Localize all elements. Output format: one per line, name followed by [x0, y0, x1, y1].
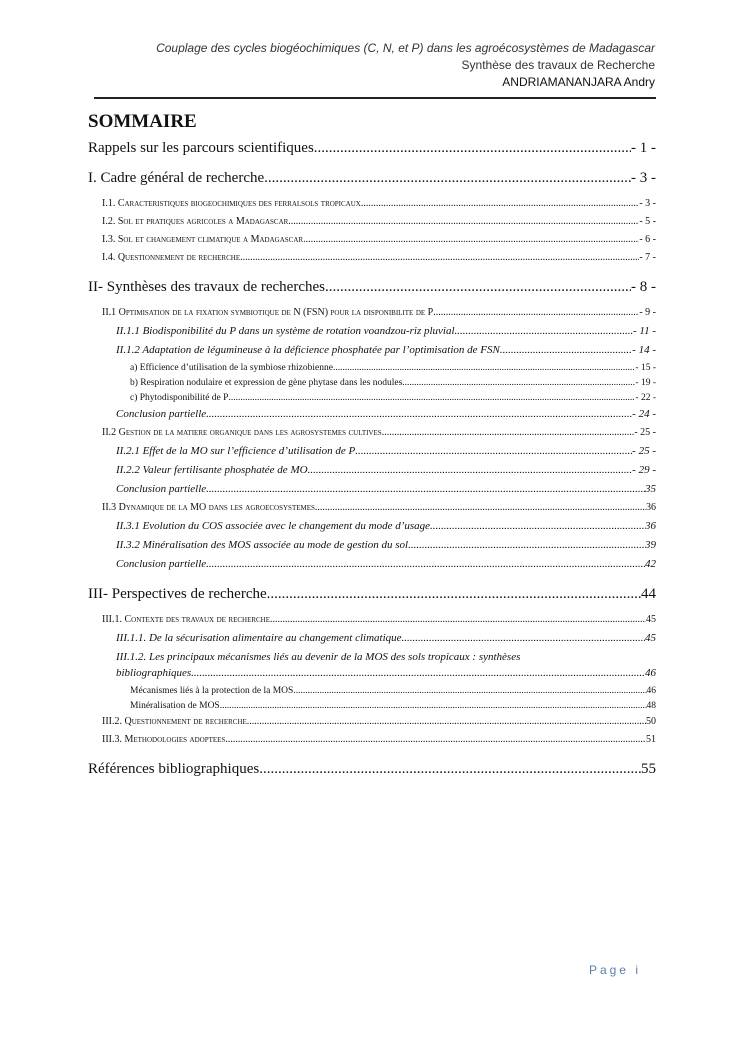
toc-entry[interactable]: II.3.2 Minéralisation des MOS associée au mode de gestion du sol ..... 39 [88, 539, 656, 558]
toc-entry[interactable]: I. Cadre général de recherche ..... - 3 - [88, 170, 656, 191]
page-footer [589, 963, 641, 977]
toc-entry[interactable]: a) Efficience d’utilisation de la symbiose rhizobienne ..... - 15 - [88, 363, 656, 378]
toc-entry[interactable]: I.4. Questionnement de recherche ..... - 7 - [88, 252, 656, 270]
toc-entry[interactable]: Conclusion partielle ..... 35 [88, 483, 656, 502]
toc-entry[interactable]: I.1. Caracteristiques biogeochimiques des ferralsols tropicaux ..... - 3 - [88, 198, 656, 216]
toc-entry[interactable]: II.3.1 Evolution du COS associée avec le changement du mode d’usage ..... 36 [88, 520, 656, 539]
header-divider [94, 97, 656, 99]
toc-entry[interactable]: Références bibliographiques ..... 55 [88, 761, 656, 782]
toc-entry-heading[interactable]: III.1.2. Les principaux mécanismes liés au devenir de la MOS des sols tropicaux : synthèses [116, 651, 521, 663]
toc-entry[interactable]: II.2.1 Effet de la MO sur l’efficience d’utilisation de P ..... - 25 - [88, 445, 656, 464]
toc-entry[interactable]: b) Respiration nodulaire et expression de gène phytase dans les nodules ..... - 19 - [88, 378, 656, 393]
toc-entry[interactable]: Conclusion partielle ..... 42 [88, 558, 656, 577]
toc-entry[interactable]: c) Phytodisponibilité de P ..... - 22 - [88, 393, 656, 408]
toc-entry[interactable]: III.3. Methodologies adoptees ..... 51 [88, 734, 656, 752]
running-header [156, 40, 655, 91]
toc-entry[interactable]: III- Perspectives de recherche ..... 44 [88, 586, 656, 607]
toc-entry[interactable]: Mécanismes liés à la protection de la MOS ..... 46 [88, 686, 656, 701]
toc-entry[interactable]: III.1.1. De la sécurisation alimentaire au changement climatique ..... 45 [88, 632, 656, 651]
toc-entry[interactable]: II.1.2 Adaptation de légumineuse à la déficience phosphatée par l’optimisation de FSN ..... - 14 - [88, 344, 656, 363]
toc-entry[interactable]: II.2 Gestion de la matiere organique dans les agrosystemes cultives ..... - 25 - [88, 427, 656, 445]
header-author: ANDRIAMANANJARA Andry [502, 75, 655, 89]
header-document-title: Couplage des cycles biogéochimiques (C, N, et P) dans les agroécosystèmes de Madagascar [156, 41, 655, 55]
toc-entry[interactable]: II.2.2 Valeur fertilisante phosphatée de MO ..... - 29 - [88, 464, 656, 483]
toc-entry-continuation[interactable]: bibliographiques ..... 46 [88, 667, 656, 686]
header-document-type: Synthèse des travaux de Recherche [461, 58, 655, 72]
toc-entry[interactable]: I.2. Sol et pratiques agricoles a Madagascar ..... - 5 - [88, 216, 656, 234]
toc-entry[interactable]: II.3 Dynamique de la MO dans les agroecosystemes ..... 36 [88, 502, 656, 520]
toc-entry[interactable]: III.2. Questionnement de recherche ..... 50 [88, 716, 656, 734]
toc-entry[interactable]: Conclusion partielle ..... - 24 - [88, 408, 656, 427]
toc-entry[interactable]: Rappels sur les parcours scientifiques ..... - 1 - [88, 140, 656, 161]
page-label: Page [588, 963, 629, 977]
toc-entry[interactable]: Minéralisation de MOS ..... 48 [88, 701, 656, 716]
toc-entry[interactable]: II.1.1 Biodisponibilité du P dans un système de rotation voandzou-riz pluvial ..... - 11 - [88, 325, 656, 344]
toc-entry[interactable]: I.3. Sol et changement climatique a Madagascar ..... - 6 - [88, 234, 656, 252]
toc-entry[interactable]: II.1 Optimisation de la fixation symbiotique de N (FSN) pour la disponibilite de P ..... - 9 - [88, 307, 656, 325]
toc-entry[interactable]: II- Synthèses des travaux de recherches ..... - 8 - [88, 279, 656, 300]
toc-entry[interactable]: III.1. Contexte des travaux de recherche ..... 45 [88, 614, 656, 632]
table-of-contents [88, 140, 656, 782]
page-title: SOMMAIRE [88, 111, 197, 132]
page-number: i [635, 963, 641, 977]
